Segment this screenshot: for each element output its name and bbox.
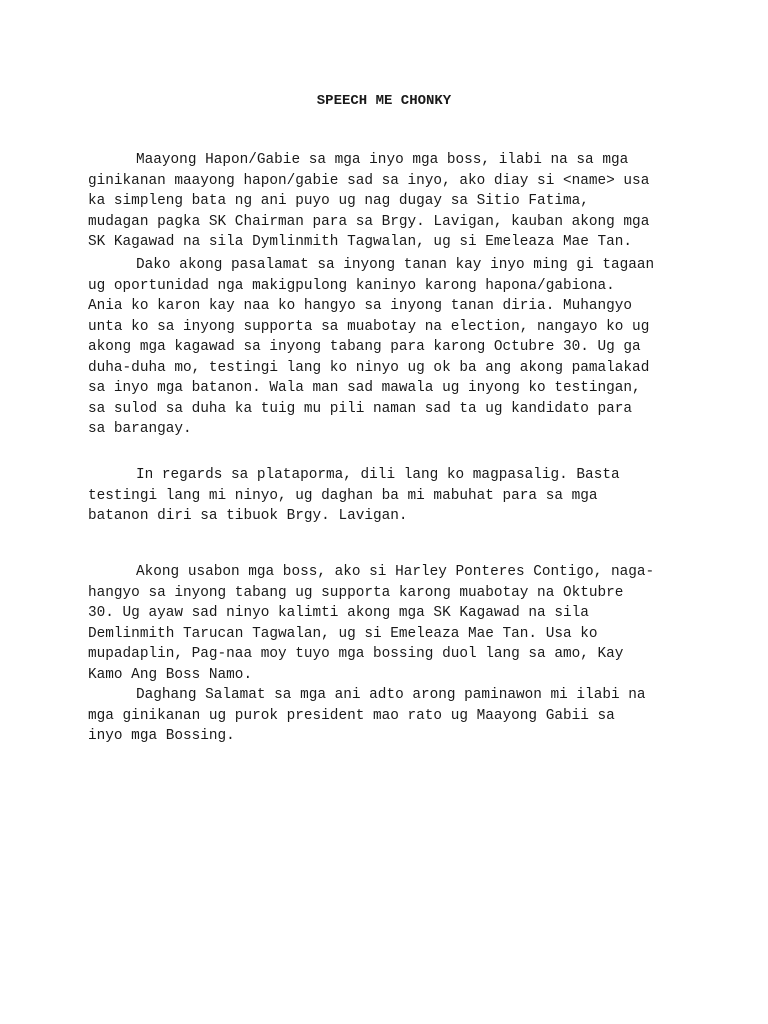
text-line: unta ko sa inyong supporta sa muabotay na election, nangayo ko ug [88,318,650,335]
text-line: ug oportunidad nga makigpulong kaninyo karong hapona/gabiona. [88,277,615,294]
text-line: akong mga kagawad sa inyong tabang para karong Octubre 30. Ug ga [88,339,641,355]
text-line: ka simpleng bata ng ani puyo ug nag dugay sa Sitio Fatima, [88,193,589,209]
text-line: mupadaplin, Pag-naa moy tuyo mga bossing duol lang sa amo, Kay [88,646,624,662]
text-line: Akong usabon mga boss, ako si Harley Ponteres Contigo, naga- [136,564,655,580]
text-line: Daghang Salamat sa mga ani adto arong paminawon mi ilabi na [136,687,646,703]
text-line: ginikanan maayong hapon/gabie sad sa inyo, ako diay si <name> usa [88,172,650,189]
text-line: sa inyo mga batanon. Wala man sad mawala ug inyong ko testingan, [88,380,641,396]
text-line: Maayong Hapon/Gabie sa mga inyo mga boss, ilabi na sa mga [136,152,629,168]
text-line: 30. Ug ayaw sad ninyo kalimti akong mga SK Kagawad na sila [88,605,589,621]
text-line: SK Kagawad na sila Dymlinmith Tagwalan, ug si Emeleaza Mae Tan. [88,234,633,250]
text-line: Demlinmith Tarucan Tagwalan, ug si Emeleaza Mae Tan. Usa ko [88,625,598,642]
text-line: sa barangay. [88,421,192,437]
paragraph-greeting [88,150,688,253]
text-line: In regards sa plataporma, dili lang ko magpasalig. Basta [136,467,620,483]
text-line: inyo mga Bossing. [88,728,235,744]
paragraph-appeal [88,562,688,685]
text-line: mga ginikanan ug purok president mao rato ug Maayong Gabii sa [88,707,615,724]
text-line: mudagan pagka SK Chairman para sa Brgy. Lavigan, kauban akong mga [88,213,650,230]
text-line: Kamo Ang Boss Namo. [88,666,253,683]
text-line: Ania ko karon kay naa ko hangyo sa inyong tanan diria. Muhangyo [88,298,633,314]
text-line: Dako akong pasalamat sa inyong tanan kay inyo ming gi tagaan [136,257,655,273]
text-line: testingi lang mi ninyo, ug daghan ba mi mabuhat para sa mga [88,487,598,504]
paragraph-gratitude [88,255,688,440]
text-line: sa sulod sa duha ka tuig mu pili naman sad ta ug kandidato para [88,400,633,417]
text-line: batanon diri sa tibuok Brgy. Lavigan. [88,508,408,524]
paragraph-platform [88,465,688,527]
page-title: SPEECH ME CHONKY [316,93,452,109]
paragraph-closing [88,685,688,747]
text-line: duha-duha mo, testingi lang ko ninyo ug ok ba ang akong pamalakad [88,359,650,376]
text-line: hangyo sa inyong tabang ug supporta karong muabotay na Oktubre [88,584,624,601]
